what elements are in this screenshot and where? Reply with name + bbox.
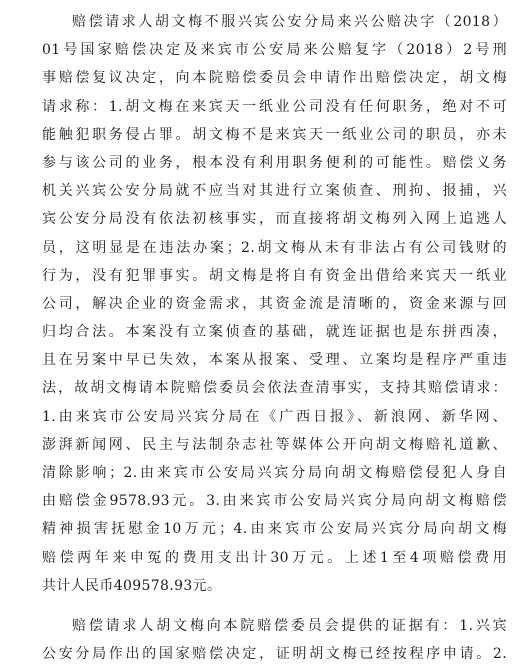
paragraph-claim [42, 8, 507, 600]
text-line: 共计人民币409578.93元。 [42, 577, 222, 594]
paragraph-evidence [42, 612, 507, 668]
paragraph-gap [42, 600, 507, 612]
text-line: 公司，解决企业的资金需求，其资金流是清晰的，资金来源与回 [42, 295, 507, 312]
text-line: 员，这明显是在违法办案；2.胡文梅从未有非法占有公司钱财的 [42, 239, 507, 256]
text-line: 由赔偿金9578.93元。3.由来宾市公安局兴宾分局向胡文梅赔偿 [42, 493, 507, 510]
text-line: 赔偿两年来申冤的费用支出计30万元。上述1至4项赔偿费用 [42, 549, 507, 566]
text-line: 参与该公司的业务，根本没有利用职务便利的可能性。赔偿义务 [42, 154, 507, 171]
text-line: 澎湃新闻网、民主与法制杂志社等媒体公开向胡文梅赔礼道歉、 [42, 436, 507, 453]
text-line: 请求称：1.胡文梅在来宾天一纸业公司没有任何职务，绝对不可 [42, 98, 507, 115]
text-line: 事赔偿复议决定，向本院赔偿委员会申请作出赔偿决定，胡文梅 [42, 70, 507, 87]
text-line: 且在另案中早已失效，本案从报案、受理、立案均是程序严重违 [42, 352, 507, 369]
text-line: 赔偿请求人胡文梅不服兴宾公安分局来兴公赔决字（2018） [72, 14, 507, 30]
text-line: 01号国家赔偿决定及来宾市公安局来公赔复字（2018）2号刑 [42, 42, 507, 59]
text-line: 赔偿请求人胡文梅向本院赔偿委员会提供的证据有：1.兴宾 [72, 617, 507, 634]
text-line: 归均合法。本案没有立案侦查的基础，就连证据也是东拼西凑， [42, 324, 507, 341]
text-line: 宾公安分局没有依法初核事实，而直接将胡文梅列入网上追逃人 [42, 211, 507, 228]
text-line: 机关兴宾公安分局就不应当对其进行立案侦查、刑拘、报捕，兴 [42, 183, 507, 200]
text-line: 公安分局作出的国家赔偿决定，证明胡文梅已经按程序申请。2. [42, 646, 507, 663]
text-line: 能触犯职务侵占罪。胡文梅不是来宾天一纸业公司的职员，亦未 [42, 126, 507, 143]
text-line: 精神损害抚慰金10万元；4.由来宾市公安局兴宾分局向胡文梅 [42, 521, 507, 538]
text-line: 行为，没有犯罪事实。胡文梅是将自有资金出借给来宾天一纸业 [42, 267, 507, 284]
text-line: 法，故胡文梅请本院赔偿委员会依法查清事实，支持其赔偿请求： [42, 380, 507, 397]
text-line: 1.由来宾市公安局兴宾分局在《广西日报》、新浪网、新华网、 [42, 408, 507, 425]
text-line: 清除影响；2.由来宾市公安局兴宾分局向胡文梅赔偿侵犯人身自 [42, 465, 507, 481]
